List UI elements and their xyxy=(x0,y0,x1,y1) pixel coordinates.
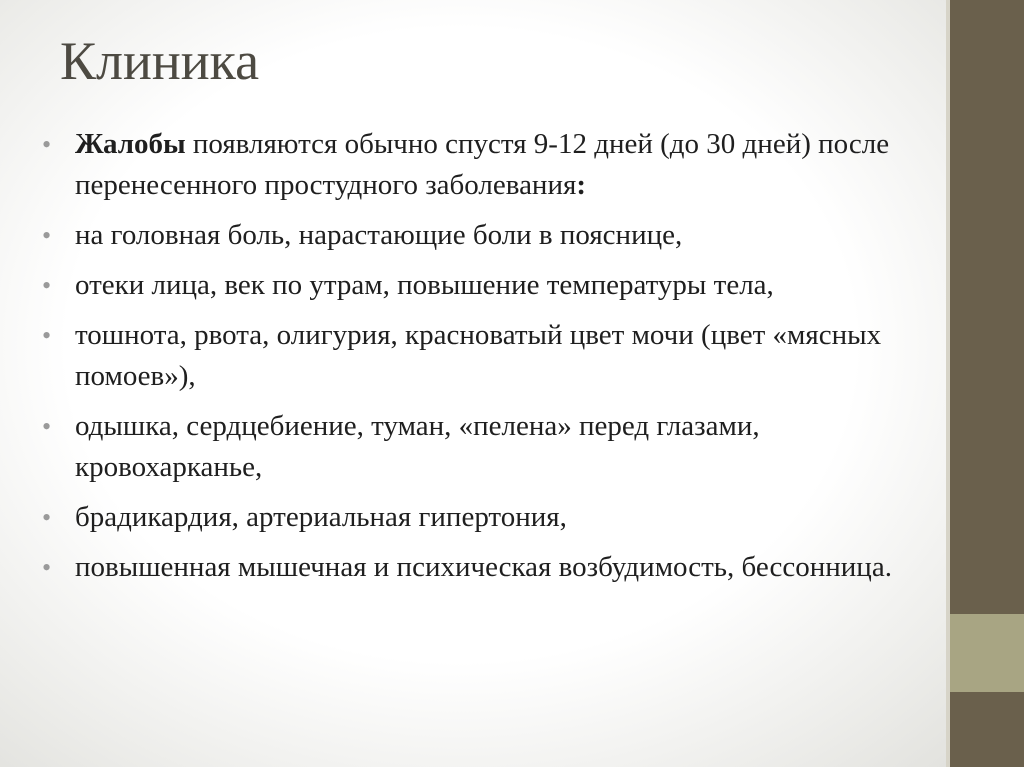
item-text: одышка, сердцебиение, туман, «пелена» перед глазами, кровохарканье, xyxy=(75,410,760,483)
item-text: тошнота, рвота, олигурия, красноватый цвет мочи (цвет «мясных помоев»), xyxy=(75,319,882,392)
bold-lead-text: Жалобы xyxy=(75,128,186,160)
list-item xyxy=(42,124,922,206)
bullet-icon: • xyxy=(42,130,52,159)
list-item xyxy=(42,497,922,538)
item-text: появляются обычно спустя 9-12 дней (до 30 дней) после перенесенного простудного заболевания xyxy=(75,128,890,201)
slide-title: Клиника xyxy=(60,31,260,91)
list-item xyxy=(42,406,922,488)
item-text: повышенная мышечная и психическая возбудимость, бессонница. xyxy=(75,551,892,583)
bold-tail-text: : xyxy=(576,169,586,201)
bullet-icon: • xyxy=(42,221,52,250)
right-band-accent-block xyxy=(950,614,1024,692)
list-item xyxy=(42,215,922,256)
bullet-icon: • xyxy=(42,271,52,300)
list-item xyxy=(42,265,922,306)
bullet-icon: • xyxy=(42,503,52,532)
item-text: брадикардия, артериальная гипертония, xyxy=(75,501,567,533)
item-text: на головная боль, нарастающие боли в пояснице, xyxy=(75,219,683,251)
bullet-list xyxy=(42,124,922,597)
bullet-icon: • xyxy=(42,321,52,350)
item-text: отеки лица, век по утрам, повышение температуры тела, xyxy=(75,269,774,301)
bullet-icon: • xyxy=(42,412,52,441)
bullet-icon: • xyxy=(42,553,52,582)
list-item xyxy=(42,315,922,397)
list-item xyxy=(42,547,922,588)
